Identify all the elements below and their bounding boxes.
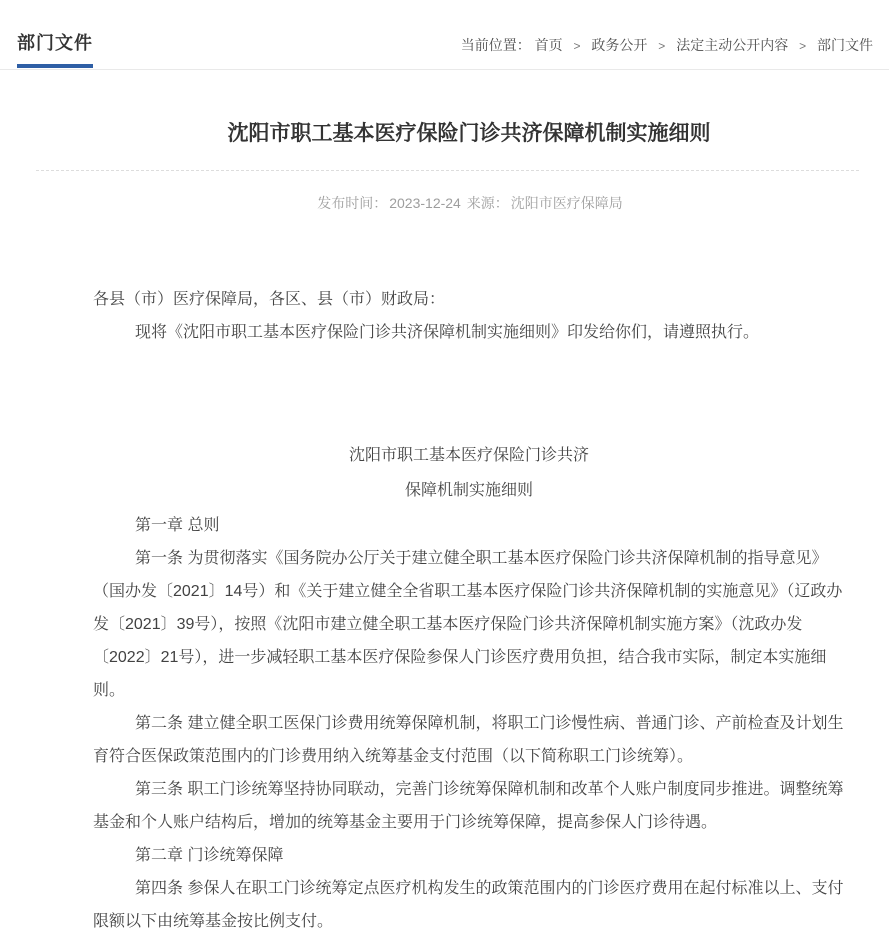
- document-title-block: [93, 439, 845, 507]
- breadcrumb-separator: >: [799, 39, 807, 53]
- article-meta: [93, 193, 845, 213]
- document-title-line: 保障机制实施细则: [404, 482, 533, 499]
- article: [0, 119, 889, 938]
- breadcrumb-separator: >: [658, 39, 666, 53]
- salutation-line: 各县（市）医疗保障局，各区、县（市）财政局：: [93, 291, 446, 308]
- chapter-heading: 第一章 总则: [135, 517, 220, 534]
- page-header: [0, 0, 889, 70]
- section-title: 部门文件: [17, 29, 93, 68]
- breadcrumb-item-statutory-disclosure[interactable]: 法定主动公开内容: [676, 37, 789, 53]
- publish-date-label: 发布时间：: [317, 195, 388, 211]
- publish-date-value: 2023-12-24: [389, 195, 461, 211]
- paragraph: 第三条 职工门诊统筹坚持协同联动，完善门诊统筹保障机制和改革个人账户制度同步推进。调整统筹基金和个人账户结构后，增加的统筹基金主要用于门诊统筹保障，提高参保人门诊待遇。: [93, 781, 844, 831]
- breadcrumb-item-current: 部门文件: [817, 37, 873, 53]
- chapter-heading: 第二章 门诊统筹保障: [135, 847, 284, 864]
- source-value: 沈阳市医疗保障局: [510, 195, 623, 211]
- article-title: 沈阳市职工基本医疗保险门诊共济保障机制实施细则: [227, 122, 711, 145]
- source-label: 来源：: [466, 195, 509, 211]
- document-title-line: 沈阳市职工基本医疗保险门诊共济: [348, 447, 589, 464]
- breadcrumb-separator: >: [573, 39, 581, 53]
- dashed-divider: [36, 170, 859, 171]
- paragraph: 第四条 参保人在职工门诊统筹定点医疗机构发生的政策范围内的门诊医疗费用在起付标准以上、支付限额以下由统筹基金按比例支付。: [93, 880, 844, 930]
- breadcrumb: [461, 35, 873, 55]
- breadcrumb-item-home[interactable]: 首页: [534, 37, 563, 53]
- paragraph: 第一条 为贯彻落实《国务院办公厅关于建立健全职工基本医疗保险门诊共济保障机制的指导意见》（国办发〔2021〕14号）和《关于建立健全全省职工基本医疗保险门诊共济保障机制的实施意见》（辽政办发〔2021〕39号），按照《沈阳市建立健全职工基本医疗保险门诊共济保障机制实施方案》（沈政办发〔2022〕21号），进一步减轻职工基本医疗保险参保人门诊医疗费用负担，结合我市实际，制定本实施细则。: [93, 550, 843, 699]
- paragraph: 第二条 建立健全职工医保门诊费用统筹保障机制，将职工门诊慢性病、普通门诊、产前检查及计划生育符合医保政策范围内的门诊费用纳入统筹基金支付范围（以下简称职工门诊统筹）。: [93, 715, 844, 765]
- article-body: [93, 283, 845, 938]
- breadcrumb-item-gov-affairs[interactable]: 政务公开: [591, 37, 648, 53]
- breadcrumb-label: 当前位置：: [460, 37, 531, 53]
- forward-note: 现将《沈阳市职工基本医疗保险门诊共济保障机制实施细则》印发给你们，请遵照执行。: [135, 324, 760, 341]
